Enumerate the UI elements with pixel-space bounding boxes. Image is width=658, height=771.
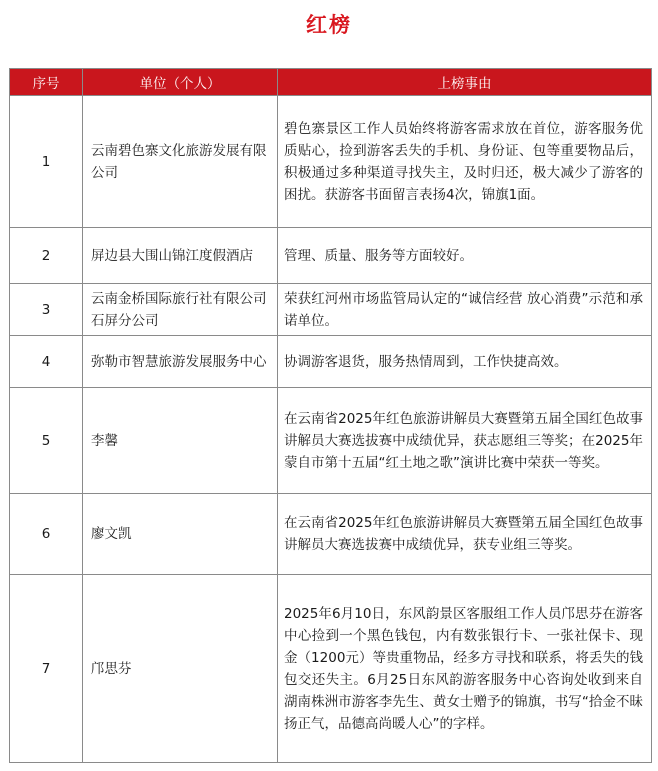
row-reason: 荣获红河州市场监管局认定的“诚信经营 放心消费”示范和承诺单位。 xyxy=(278,284,652,336)
row-index: 4 xyxy=(10,336,83,388)
table-row xyxy=(10,336,652,388)
page-title: 红榜 xyxy=(306,13,352,37)
row-unit: 云南金桥国际旅行社有限公司石屏分公司 xyxy=(83,284,278,336)
table-row xyxy=(10,96,652,228)
row-unit: 廖文凯 xyxy=(83,494,278,575)
table-row xyxy=(10,388,652,494)
row-index: 2 xyxy=(10,228,83,284)
table-header-row xyxy=(10,69,652,96)
row-reason: 2025年6月10日，东风韵景区客服组工作人员邝思芬在游客中心捡到一个黑色钱包，内有数张银行卡、一张社保卡、现金（1200元）等贵重物品，经多方寻找和联系，将丢失的钱包交还失主。6月25日东风韵游客服务中心咨询处收到来自湖南株洲市游客李先生、黄女士赠予的锦旗，书写“拾金不昧扬正气，品德高尚暖人心”的字样。 xyxy=(278,575,652,763)
row-index: 7 xyxy=(10,575,83,763)
row-reason: 管理、质量、服务等方面较好。 xyxy=(278,228,652,284)
row-unit: 李馨 xyxy=(83,388,278,494)
row-reason: 在云南省2025年红色旅游讲解员大赛暨第五届全国红色故事讲解员大赛选拔赛中成绩优异，获志愿组三等奖；在2025年蒙自市第十五届“红土地之歌”演讲比赛中荣获一等奖。 xyxy=(278,388,652,494)
row-index: 5 xyxy=(10,388,83,494)
row-reason: 碧色寨景区工作人员始终将游客需求放在首位，游客服务优质贴心，捡到游客丢失的手机、身份证、包等重要物品后，积极通过多种渠道寻找失主，及时归还，极大减少了游客的困扰。获游客书面留言表扬4次，锦旗1面。 xyxy=(278,96,652,228)
row-index: 6 xyxy=(10,494,83,575)
row-unit: 屏边县大围山锦江度假酒店 xyxy=(83,228,278,284)
header-index: 序号 xyxy=(10,69,83,96)
header-unit: 单位（个人） xyxy=(83,69,278,96)
row-reason: 在云南省2025年红色旅游讲解员大赛暨第五届全国红色故事讲解员大赛选拔赛中成绩优异，获专业组三等奖。 xyxy=(278,494,652,575)
table-row xyxy=(10,228,652,284)
honor-table xyxy=(9,68,652,763)
header-reason: 上榜事由 xyxy=(278,69,652,96)
table-row xyxy=(10,494,652,575)
row-index: 1 xyxy=(10,96,83,228)
row-unit: 云南碧色寨文化旅游发展有限公司 xyxy=(83,96,278,228)
table-row xyxy=(10,284,652,336)
row-unit: 邝思芬 xyxy=(83,575,278,763)
row-reason: 协调游客退货，服务热情周到，工作快捷高效。 xyxy=(278,336,652,388)
row-index: 3 xyxy=(10,284,83,336)
row-unit: 弥勒市智慧旅游发展服务中心 xyxy=(83,336,278,388)
table-row xyxy=(10,575,652,763)
